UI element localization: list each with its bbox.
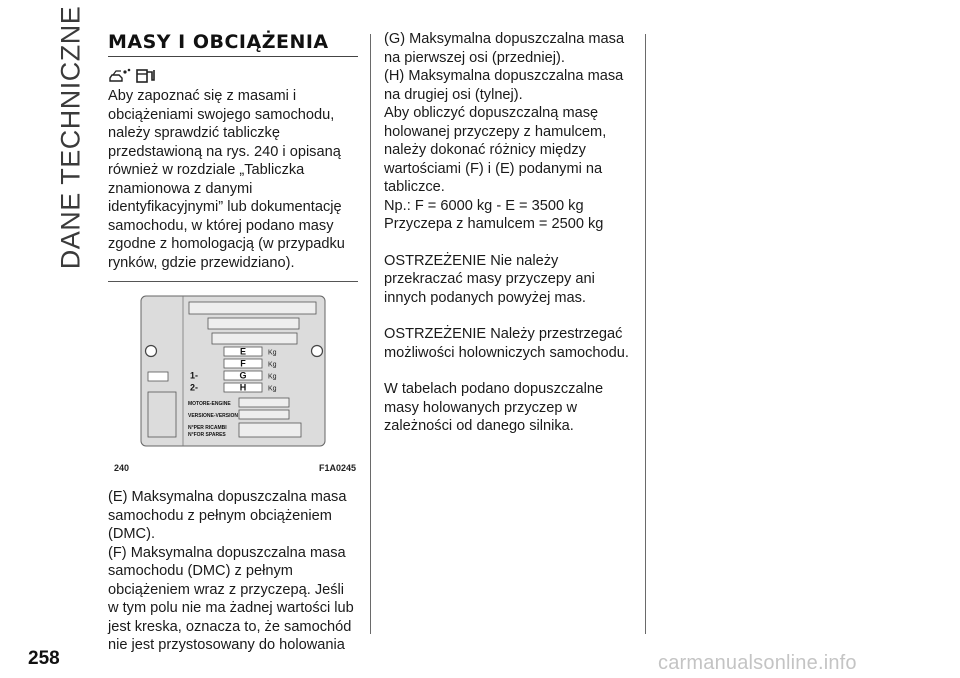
plate-label-g: G [239,370,247,381]
plate-label-engine: MOTORE-ENGINE [188,401,231,407]
paragraph-f: (F) Maksymalna dopuszczalna masa samochodu (DMC) z pełnym obciążeniem wraz z przyczepą. Jeśli w tym polu nie ma żadnej wartości lub jest kreska, oznacza to, że samochód nie jest przystosowany do holowania [108,544,354,653]
column-divider-1 [370,34,371,634]
plate-label-e: E [239,346,247,357]
engine-type-icons [108,65,358,85]
plate-label-f: F [240,358,246,369]
identification-plate-drawing [108,282,358,462]
right-column [384,30,634,436]
figure-code: F1A0245 [318,463,356,473]
petrol-pump-icon [108,66,132,84]
plate-label-axle2: 2- [190,382,199,393]
warning-towing: OSTRZEŻENIE Należy przestrzegać możliwości holowniczych samochodu. [384,326,629,361]
tables-note: W tabelach podano dopuszczalne masy holowanych przyczep w zależności od danego silnika. [384,381,604,434]
example-line-1: Np.: F = 6000 kg - E = 3500 kg [384,197,584,214]
plate-label-axle1: 1- [190,370,199,381]
paragraph-calculation: Aby obliczyć dopuszczalną masę holowanej przyczepy z hamulcem, należy dokonać różnicy między wartościami (F) i (E) podanymi na tabliczce. [384,105,607,195]
plate-label-h: H [239,382,247,393]
paragraph-h: (H) Maksymalna dopuszczalna masa na drugiej osi (tylnej). [384,68,624,103]
example-line-2: Przyczepa z hamulcem = 2500 kg [384,216,604,232]
paragraph-g: (G) Maksymalna dopuszczalna masa na pierwszej osi (przedniej). [384,31,625,66]
plate-unit-e: Kg [268,349,277,357]
intro-paragraph: Aby zapoznać się z masami i obciążeniami swojego samochodu, należy sprawdzić tabliczkę przedstawioną na rys. 240 i opisaną również w rozdziale „Tabliczka znamionowa z danymi identyfikacyjnymi” lub dokumentację samochodu, w której podano masy zgodne z homologacją (w przypadku rynków, gdzie przewidziano). [108,88,345,271]
plate-unit-f: Kg [268,361,277,369]
column-divider-2 [645,34,646,634]
figure-240 [108,282,358,462]
heading-underline [108,56,358,57]
plate-label-spares-1: N°PER RICAMBI [188,425,227,431]
plate-label-version: VERSIONE-VERSION [188,413,239,419]
section-title-text: DANE TECHNICZNE [55,5,86,269]
watermark: carmanualsonline.info [658,652,857,674]
plate-unit-g: Kg [268,373,277,381]
warning-mass: OSTRZEŻENIE Nie należy przekraczać masy przyczepy ani innych podanych powyżej mas. [384,252,595,306]
figure-number: 240 [114,463,130,473]
plate-label-spares-2: N°FOR SPARES [188,432,226,438]
paragraph-e: (E) Maksymalna dopuszczalna masa samochodu z pełnym obciążeniem (DMC). [108,489,347,542]
diesel-icon [135,66,157,84]
plate-unit-h: Kg [268,385,277,393]
left-column [108,30,358,655]
figure-caption [108,462,358,478]
page-heading: MASY I OBCIĄŻENIA [108,31,329,53]
page-number: 258 [28,648,60,669]
section-title-vertical [54,5,88,269]
